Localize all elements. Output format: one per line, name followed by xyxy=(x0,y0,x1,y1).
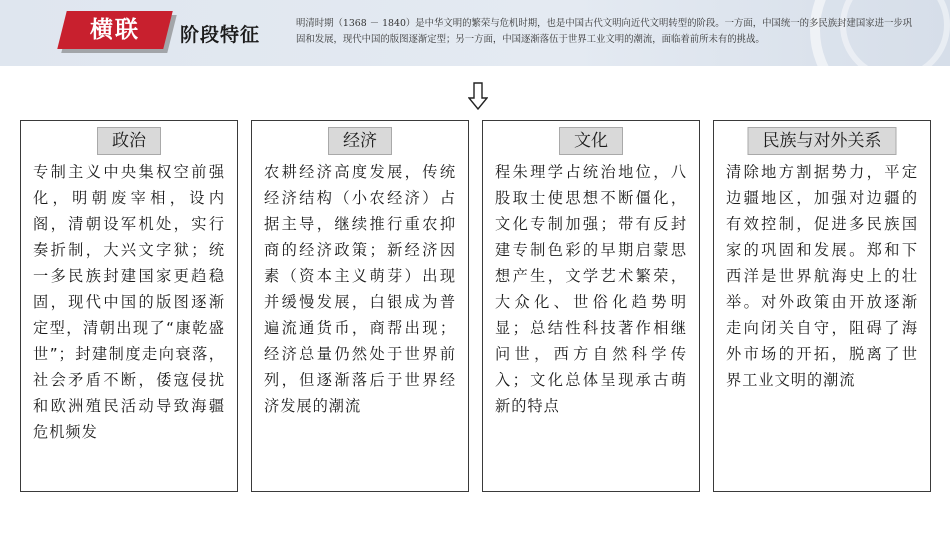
column-body: 程朱理学占统治地位，八股取士使思想不断僵化，文化专制加强；带有反封建专制色彩的早期启蒙思想产生，文学艺术繁荣，大众化、世俗化趋势明显；总结性科技著作相继问世，西方自然科学传入；文化总体呈现承古萌新的特点 xyxy=(495,163,687,415)
header-banner xyxy=(0,0,950,66)
column-body: 专制主义中央集权空前强化，明朝废宰相，设内阁，清朝设军机处，实行奏折制，大兴文字狱；统一多民族封建国家更趋稳固，现代中国的版图逐渐定型，清朝出现了“康乾盛世”；封建制度走向衰落，社会矛盾不断，倭寇侵扰和欧洲殖民活动导致海疆危机频发 xyxy=(33,163,225,441)
column-ethnic-foreign xyxy=(713,120,931,492)
column-title: 经济 xyxy=(328,127,392,155)
phase-title: 阶段特征 xyxy=(180,24,261,46)
column-politics xyxy=(20,120,238,492)
column-body: 清除地方割据势力，平定边疆地区，加强对边疆的有效控制，促进多民族国家的巩固和发展。郑和下西洋是世界航海史上的壮举。对外政策由开放逐渐走向闭关自守，阻碍了海外市场的开拓，脱离了世界工业文明的潮流 xyxy=(726,163,918,389)
column-title: 文化 xyxy=(559,127,623,155)
column-culture xyxy=(482,120,700,492)
column-title: 政治 xyxy=(97,127,161,155)
column-title: 民族与对外关系 xyxy=(748,127,897,155)
column-economy xyxy=(251,120,469,492)
down-arrow-icon xyxy=(468,82,488,110)
column-body: 农耕经济高度发展，传统经济结构（小农经济）占据主导，继续推行重农抑商的经济政策；新经济因素（资本主义萌芽）出现并缓慢发展，白银成为普遍流通货币，商帮出现；经济总量仍然处于世界前列，但逐渐落后于世界经济发展的潮流 xyxy=(264,163,456,415)
tag-label: 横联 xyxy=(90,17,140,43)
intro-text: 明清时期（1368 － 1840）是中华文明的繁荣与危机时期，也是中国古代文明向近代文明转型的阶段。一方面，中国统一的多民族封建国家进一步巩固和发展，现代中国的版图逐渐定型；另一方面，中国逐渐落伍于世界工业文明的潮流，面临着前所未有的挑战。 xyxy=(296,18,913,45)
